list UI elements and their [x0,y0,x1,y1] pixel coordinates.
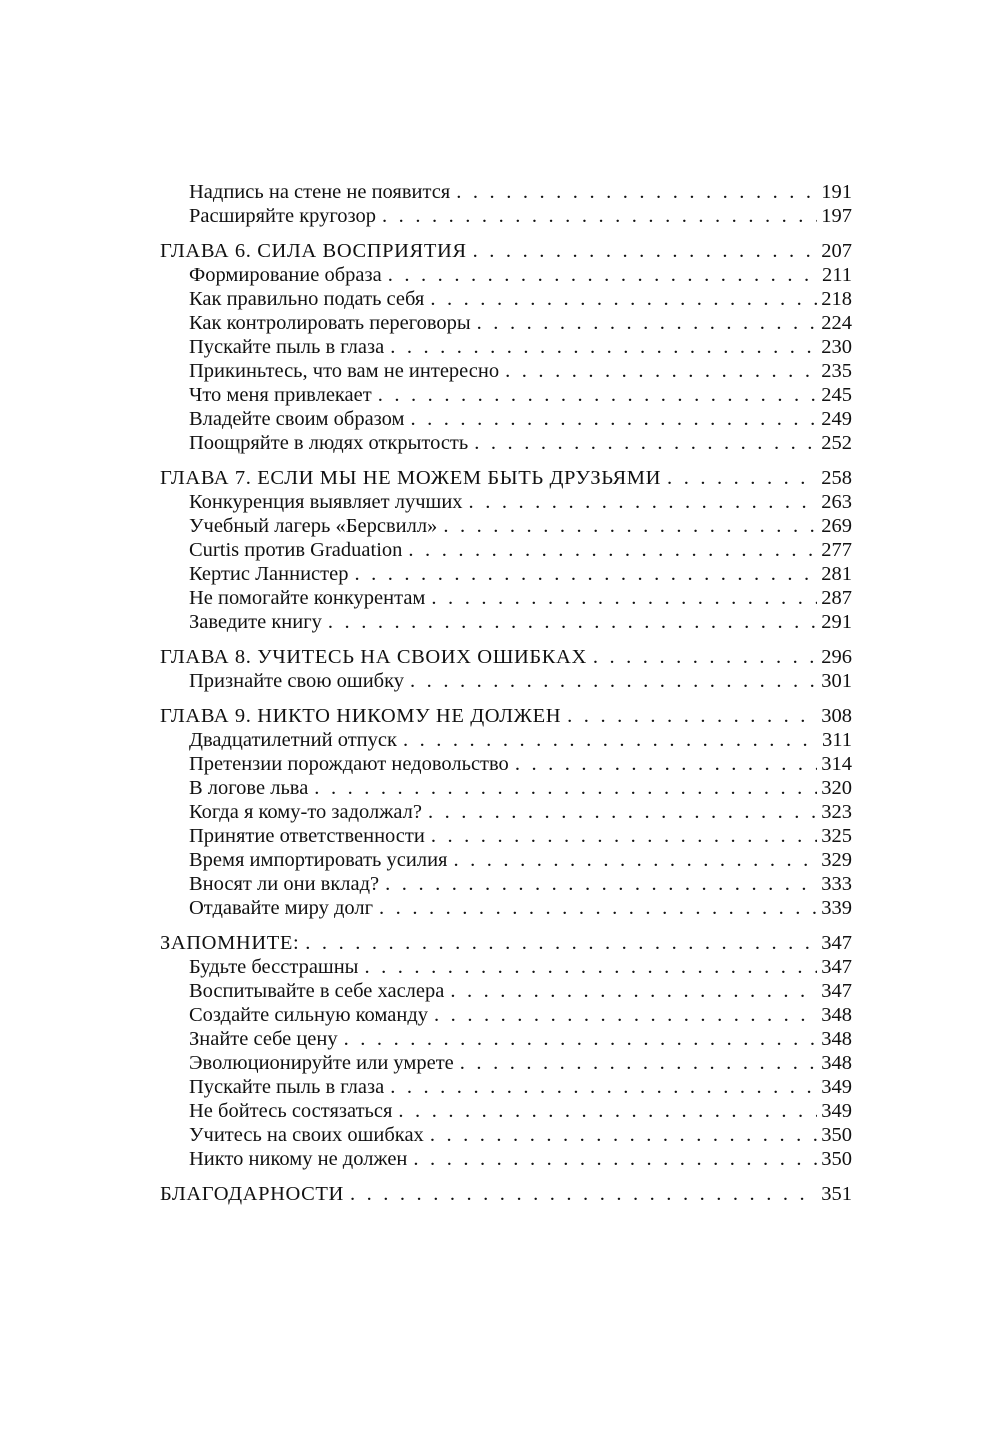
entry-page-number: 269 [821,515,852,537]
entry-page-number: 301 [821,670,852,692]
entry-page-number: 249 [821,408,852,430]
dot-leader [385,872,817,896]
entry-title: Учитесь на своих ошибках [189,1124,424,1146]
entry-title: Никто никому не должен [189,1148,408,1170]
toc-subsection-entry [160,180,852,204]
entry-page-number: 197 [821,205,852,227]
toc-subsection-entry [160,1075,852,1099]
toc-subsection-entry [160,669,852,693]
dot-leader [410,669,817,693]
toc-subsection-entry [160,610,852,634]
dot-leader [379,896,817,920]
entry-title: Знайте себе цену [189,1028,338,1050]
dot-leader [434,1003,817,1027]
entry-title: Вносят ли они вклад? [189,873,380,895]
entry-title: Отдавайте миру долг [189,897,374,919]
entry-title: Формирование образа [189,264,382,286]
dot-leader [473,239,818,263]
entry-page-number: 191 [821,181,852,203]
entry-title: Как правильно подать себя [189,288,425,310]
entry-page-number: 348 [821,1052,852,1074]
dot-leader [403,728,818,752]
toc-subsection-entry [160,896,852,920]
dot-leader [460,1051,817,1075]
toc-subsection-entry [160,1003,852,1027]
toc-chapter-entry [160,931,852,955]
dot-leader [390,335,817,359]
toc-subsection-entry [160,586,852,610]
entry-title: Воспитывайте в себе хаслера [189,980,445,1002]
entry-title: БЛАГОДАРНОСТИ [160,1183,344,1205]
entry-title: Не бойтесь состязаться [189,1100,393,1122]
entry-title: Принятие ответственности [189,825,425,847]
toc-subsection-entry [160,955,852,979]
toc-section [160,645,852,693]
entry-page-number: 351 [821,1183,852,1205]
entry-page-number: 211 [822,264,852,286]
dot-leader [515,752,817,776]
toc-subsection-entry [160,1027,852,1051]
entry-title: Будьте бесстрашны [189,956,359,978]
entry-title: Надпись на стене не появится [189,181,451,203]
dot-leader [350,1182,817,1206]
entry-page-number: 323 [821,801,852,823]
entry-page-number: 314 [821,753,852,775]
entry-page-number: 348 [821,1004,852,1026]
entry-page-number: 263 [821,491,852,513]
entry-title: Время импортировать усилия [189,849,448,871]
entry-title: Признайте свою ошибку [189,670,405,692]
dot-leader [398,1099,817,1123]
toc-subsection-entry [160,407,852,431]
dot-leader [305,931,817,955]
entry-page-number: 333 [821,873,852,895]
entry-title: Не помогайте конкурентам [189,587,426,609]
toc-subsection-entry [160,359,852,383]
toc-section [160,704,852,920]
entry-title: Эволюционируйте или умрете [189,1052,454,1074]
entry-page-number: 347 [821,932,852,954]
entry-page-number: 235 [821,360,852,382]
entry-title: ГЛАВА 8. УЧИТЕСЬ НА СВОИХ ОШИБКАХ [160,646,587,668]
toc-section [160,466,852,634]
entry-page-number: 224 [821,312,852,334]
entry-title: ГЛАВА 6. СИЛА ВОСПРИЯТИЯ [160,240,467,262]
dot-leader [477,311,818,335]
toc-subsection-entry [160,1051,852,1075]
dot-leader [314,776,817,800]
dot-leader [328,610,817,634]
entry-title: ЗАПОМНИТЕ: [160,932,300,954]
dot-leader [567,704,817,728]
dot-leader [456,180,817,204]
entry-page-number: 258 [821,467,852,489]
dot-leader [431,586,817,610]
entry-page-number: 347 [821,956,852,978]
dot-leader [431,824,817,848]
toc-subsection-entry [160,383,852,407]
toc-chapter-entry [160,466,852,490]
dot-leader [474,431,817,455]
entry-title: Учебный лагерь «Берсвилл» [189,515,438,537]
entry-page-number: 287 [821,587,852,609]
entry-title: Кертис Ланнистер [189,563,349,585]
toc-subsection-entry [160,824,852,848]
toc-subsection-entry [160,872,852,896]
dot-leader [354,562,817,586]
dot-leader [453,848,817,872]
toc-subsection-entry [160,431,852,455]
entry-page-number: 347 [821,980,852,1002]
dot-leader [593,645,817,669]
toc-subsection-entry [160,800,852,824]
dot-leader [364,955,817,979]
toc-subsection-entry [160,728,852,752]
dot-leader [408,538,817,562]
toc-section [160,1182,852,1206]
toc-subsection-entry [160,979,852,1003]
toc-subsection-entry [160,287,852,311]
entry-title: Заведите книгу [189,611,322,633]
toc-subsection-entry [160,263,852,287]
toc-chapter-entry [160,1182,852,1206]
dot-leader [410,407,817,431]
entry-page-number: 252 [821,432,852,454]
entry-title: ГЛАВА 7. ЕСЛИ МЫ НЕ МОЖЕМ БЫТЬ ДРУЗЬЯМИ [160,467,662,489]
toc-subsection-entry [160,311,852,335]
entry-page-number: 350 [821,1148,852,1170]
dot-leader [413,1147,817,1171]
toc-chapter-entry [160,704,852,728]
entry-title: Расширяйте кругозор [189,205,377,227]
entry-page-number: 350 [821,1124,852,1146]
dot-leader [443,514,817,538]
dot-leader [378,383,818,407]
toc-subsection-entry [160,1123,852,1147]
dot-leader [344,1027,818,1051]
entry-title: Поощряйте в людях открытость [189,432,469,454]
dot-leader [430,1123,817,1147]
toc-section [160,180,852,228]
entry-page-number: 207 [821,240,852,262]
entry-page-number: 308 [821,705,852,727]
dot-leader [667,466,817,490]
entry-page-number: 230 [821,336,852,358]
entry-page-number: 245 [821,384,852,406]
entry-page-number: 349 [821,1100,852,1122]
toc-subsection-entry [160,752,852,776]
toc-subsection-entry [160,204,852,228]
entry-title: Создайте сильную команду [189,1004,429,1026]
entry-page-number: 349 [821,1076,852,1098]
entry-title: ГЛАВА 9. НИКТО НИКОМУ НЕ ДОЛЖЕН [160,705,562,727]
toc-subsection-entry [160,776,852,800]
entry-page-number: 339 [821,897,852,919]
toc-subsection-entry [160,514,852,538]
entry-page-number: 320 [821,777,852,799]
entry-title: Как контролировать переговоры [189,312,471,334]
entry-page-number: 325 [821,825,852,847]
entry-title: Владейте своим образом [189,408,405,430]
toc-subsection-entry [160,1099,852,1123]
dot-leader [390,1075,817,1099]
entry-title: Что меня привлекает [189,384,372,406]
entry-title: Двадцатилетний отпуск [189,729,397,751]
dot-leader [505,359,817,383]
entry-page-number: 281 [821,563,852,585]
entry-title: Curtis против Graduation [189,539,403,561]
dot-leader [450,979,817,1003]
entry-title: Конкуренция выявляет лучших [189,491,463,513]
toc-subsection-entry [160,1147,852,1171]
entry-title: Прикиньтесь, что вам не интересно [189,360,500,382]
toc-section [160,239,852,455]
toc-subsection-entry [160,335,852,359]
table-of-contents [160,180,852,1217]
entry-page-number: 277 [821,539,852,561]
entry-page-number: 348 [821,1028,852,1050]
entry-page-number: 291 [821,611,852,633]
dot-leader [428,800,817,824]
toc-section [160,931,852,1171]
entry-page-number: 329 [821,849,852,871]
dot-leader [388,263,818,287]
toc-subsection-entry [160,490,852,514]
toc-subsection-entry [160,538,852,562]
entry-page-number: 296 [821,646,852,668]
dot-leader [430,287,817,311]
toc-subsection-entry [160,562,852,586]
entry-title: Пускайте пыль в глаза [189,336,385,358]
toc-chapter-entry [160,239,852,263]
toc-subsection-entry [160,848,852,872]
entry-title: В логове льва [189,777,309,799]
dot-leader [382,204,817,228]
dot-leader [469,490,818,514]
entry-page-number: 218 [821,288,852,310]
entry-page-number: 311 [822,729,852,751]
entry-title: Когда я кому-то задолжал? [189,801,422,823]
entry-title: Пускайте пыль в глаза [189,1076,385,1098]
toc-chapter-entry [160,645,852,669]
entry-title: Претензии порождают недовольство [189,753,509,775]
